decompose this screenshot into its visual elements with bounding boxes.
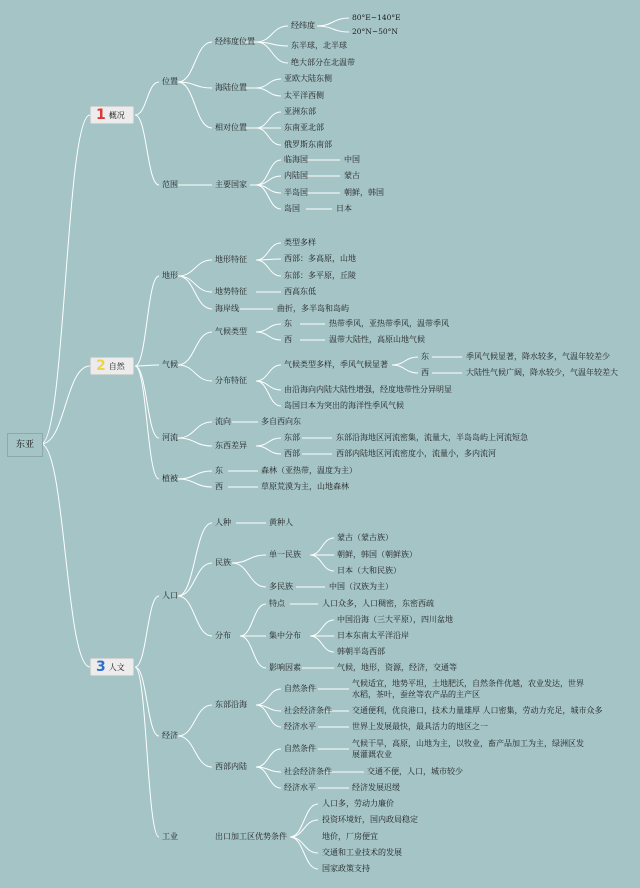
node-west-high-east-low: 西高东低	[284, 287, 316, 296]
node-stable: 投资环境好，国内政局稳定	[322, 815, 418, 824]
connector-curve	[310, 555, 334, 571]
connector-curve	[178, 260, 212, 276]
node-east-natural: 气候适宜，地势平坦，土地肥沃，自然条件优越，农业发达，世界水稻，茶叶，蚕丝等农产品的主产区	[352, 679, 584, 699]
section-label-nature: 自然	[108, 361, 125, 371]
connector-curve	[232, 555, 266, 563]
connector-curve	[178, 42, 212, 82]
node-inland-country: 内陆国	[284, 171, 308, 180]
node-single-ethnic: 单一民族	[269, 550, 301, 559]
section-nature	[90, 357, 134, 375]
node-north-temperate: 绝大部分在北温带	[291, 58, 355, 67]
node-rivers: 河流	[162, 433, 178, 442]
section-humanity	[90, 658, 134, 676]
node-concentrated: 集中分布	[269, 631, 301, 640]
node-monsoon-east: 东	[421, 352, 429, 361]
connector-curve	[178, 736, 212, 767]
connector-curve	[135, 366, 159, 438]
node-west-rivers: 西部内陆地区河流密度小，流量小，多内流河	[336, 449, 496, 458]
node-flow-direction: 流向	[215, 417, 231, 426]
node-race: 人种	[215, 518, 231, 527]
node-main-countries: 主要国家	[215, 180, 247, 189]
node-forest: 森林（亚热带，温度为主）	[261, 466, 357, 475]
connector-curve	[256, 160, 281, 185]
section-number-1: 1	[96, 107, 106, 123]
node-china-coast: 中国沿海（三大平原），四川盆地	[337, 615, 453, 624]
node-lat-lon: 经纬度	[291, 21, 315, 30]
node-economy: 经济	[162, 731, 178, 740]
node-lat-range: 20°N~50°N	[352, 27, 398, 36]
connector-curve	[256, 365, 281, 381]
root-node-east-asia: 东亚	[7, 433, 43, 457]
node-east-social: 交通便利，优良港口，技术力量雄厚 人口密集，劳动力充足，城市众多	[352, 706, 603, 715]
node-east-climate: 热带季风，亚热带季风，温带季风	[329, 319, 449, 328]
connector-curve	[290, 820, 318, 837]
node-relative-position: 相对位置	[215, 123, 247, 132]
node-west-to-east: 多自西向东	[261, 417, 301, 426]
node-east-terrain: 东部：多平原，丘陵	[284, 271, 356, 280]
node-coast-inland: 由沿海向内陆大陆性增强，经度地带性分异明显	[284, 385, 452, 394]
node-mongol: 蒙古（蒙古族）	[337, 533, 393, 542]
connector-curve	[256, 438, 281, 446]
node-position: 位置	[162, 77, 178, 86]
node-yamato: 日本（大和民族）	[337, 566, 401, 575]
node-mongolia: 蒙古	[344, 171, 360, 180]
connector-curve	[178, 479, 212, 487]
node-industry: 工业	[162, 832, 178, 841]
connector-curve	[317, 26, 349, 32]
connector-curve	[256, 381, 281, 406]
node-east-economic-level: 经济水平	[284, 722, 316, 731]
node-hemisphere: 东半球，北半球	[291, 41, 347, 50]
node-climate: 气候	[162, 360, 178, 369]
node-rivers-west: 西部	[284, 449, 300, 458]
node-pop-distribution: 分布	[215, 631, 231, 640]
node-climate-diverse: 气候类型多样，季风气候显著	[284, 360, 388, 369]
node-scope: 范围	[162, 180, 178, 189]
connector-curve	[178, 276, 212, 309]
connector-curve	[256, 42, 288, 63]
node-policy: 国家政策支持	[322, 864, 370, 873]
node-coastal-country: 临海国	[284, 155, 308, 164]
connector-curve	[178, 523, 212, 596]
node-transport-tech: 交通和工业技术的发展	[322, 848, 402, 857]
node-climate-distribution: 分布特征	[215, 376, 247, 385]
node-dense-pop: 人口众多，人口稠密，东密西疏	[322, 599, 434, 608]
connector-curve	[310, 620, 334, 636]
node-east-monsoon: 季风气候显著，降水较多，气温年较差少	[466, 352, 610, 361]
node-west-terrain: 西部：多高原，山地	[284, 254, 356, 263]
node-cheap-land: 地价，厂房便宜	[322, 832, 378, 841]
node-korean: 朝鲜，韩国（朝鲜族）	[337, 550, 417, 559]
node-land-sea-position: 海陆位置	[215, 83, 247, 92]
node-japan-pacific: 日本东南太平洋沿岸	[337, 631, 409, 640]
node-asia-east-part: 亚洲东部	[284, 107, 316, 116]
connector-curve	[178, 438, 212, 446]
node-se-asia-north: 东南亚北部	[284, 123, 324, 132]
connector-curve	[178, 365, 212, 381]
connector-curve	[310, 538, 334, 555]
section-label-overview: 概况	[108, 110, 125, 120]
node-east-rivers: 东部沿海地区河流密集，流量大，半岛岛屿上河流短急	[336, 433, 528, 442]
node-ethnicity: 民族	[215, 558, 231, 567]
node-japan: 日本	[336, 204, 352, 213]
node-terrain: 地形	[162, 271, 178, 280]
node-lat-lon-position: 经纬度位置	[215, 37, 255, 46]
connector-curve	[41, 444, 90, 667]
connector-curve	[317, 18, 349, 26]
node-lon-range: 80°E~140°E	[352, 13, 401, 22]
connector-curve	[178, 422, 212, 438]
node-coastline-desc: 曲折，多半岛和岛屿	[277, 304, 349, 313]
connector-curve	[256, 324, 281, 332]
node-labor: 人口多，劳动力廉价	[322, 799, 394, 808]
node-vegetation: 植被	[162, 474, 178, 483]
node-russia-southeast: 俄罗斯东南部	[284, 140, 332, 149]
connector-curve	[178, 332, 212, 365]
node-china: 中国	[344, 155, 360, 164]
connector-curve	[256, 749, 281, 767]
connector-curve	[178, 82, 212, 88]
node-export-zone: 出口加工区优势条件	[215, 832, 287, 841]
node-island-country: 岛国	[284, 204, 300, 213]
section-number-2: 2	[96, 358, 106, 374]
connector-curve	[41, 115, 90, 444]
node-terrain-types: 类型多样	[284, 238, 316, 247]
node-veg-west: 西	[215, 482, 223, 491]
connector-curve	[135, 366, 159, 479]
connector-curve	[256, 260, 281, 276]
connector-curve	[256, 689, 281, 705]
node-east-natural-conditions: 自然条件	[284, 684, 316, 693]
connector-curve	[178, 471, 212, 479]
node-west-continental: 大陆性气候广阔，降水较少，气温年较差大	[466, 368, 618, 377]
node-east-coast: 东部沿海	[215, 700, 247, 709]
node-korea-west: 韩朝半岛西部	[337, 647, 385, 656]
node-factor-list: 气候，地形，资源，经济，交通等	[337, 663, 457, 672]
connector-curve	[232, 563, 266, 587]
connector-curve	[135, 115, 159, 185]
connector-curve	[178, 563, 212, 596]
node-west-social: 交通不便，人口，城市较少	[367, 767, 463, 776]
node-monsoon-west: 西	[421, 368, 429, 377]
connector-curve	[135, 596, 159, 667]
node-west-level: 经济发展迟缓	[352, 783, 400, 792]
connector-curve	[256, 446, 281, 454]
node-korea: 朝鲜，韩国	[344, 188, 384, 197]
node-asia-east: 亚欧大陆东侧	[284, 74, 332, 83]
node-west-inland: 西部内陆	[215, 762, 247, 771]
connector-curve	[256, 112, 281, 128]
connector-curve	[256, 26, 288, 42]
node-east-social-conditions: 社会经济条件	[284, 706, 332, 715]
node-west-natural-conditions: 自然条件	[284, 744, 316, 753]
connector-curve	[135, 667, 159, 837]
node-factors: 影响因素	[269, 663, 301, 672]
connector-curve	[290, 837, 318, 853]
connector-curve	[256, 332, 281, 340]
node-terrain-features: 地形特征	[215, 255, 247, 264]
node-climate-west: 西	[284, 335, 292, 344]
section-label-humanity: 人文	[108, 662, 125, 672]
connector-curve	[392, 365, 418, 373]
node-pacific-west: 太平洋西侧	[284, 91, 324, 100]
connector-curve	[135, 276, 159, 366]
node-slope-features: 地势特征	[215, 287, 247, 296]
connector-curve	[240, 636, 266, 668]
connector-curve	[240, 604, 266, 636]
connector-curve	[135, 365, 159, 366]
connector-curve	[392, 357, 418, 365]
connector-curve	[178, 705, 212, 736]
node-west-economic-level: 经济水平	[284, 783, 316, 792]
connector-curve	[290, 837, 318, 869]
connector-curve	[135, 667, 159, 736]
node-west-natural: 气候干旱，高原，山地为主，以牧业，畜产品加工为主，绿洲区发展灌溉农业	[352, 739, 584, 759]
node-west-climate: 温带大陆性，高原山地气候	[329, 335, 425, 344]
connector-curve	[256, 243, 281, 260]
section-overview	[90, 106, 134, 124]
node-peninsula-country: 半岛国	[284, 188, 308, 197]
node-multi-ethnic: 多民族	[269, 582, 293, 591]
node-climate-types: 气候类型	[215, 327, 247, 336]
connector-curve	[256, 88, 281, 96]
node-climate-east: 东	[284, 319, 292, 328]
connector-curve	[178, 596, 212, 636]
connector-curve	[256, 79, 281, 88]
connector-curve	[135, 82, 159, 115]
connector-curve	[256, 128, 281, 145]
node-population: 人口	[162, 591, 178, 600]
node-west-social-conditions: 社会经济条件	[284, 767, 332, 776]
node-veg-east: 东	[215, 466, 223, 475]
connector-curve	[178, 276, 212, 292]
section-number-3: 3	[96, 659, 106, 675]
connector-curve	[178, 82, 212, 128]
node-east-west-diff: 东西差异	[215, 441, 247, 450]
node-features: 特点	[269, 599, 285, 608]
node-coastline: 海岸线	[215, 304, 239, 313]
connector-curve	[310, 636, 334, 652]
node-east-level: 世界上发展最快，最具活力的地区之一	[352, 722, 488, 731]
node-han: 中国（汉族为主）	[329, 582, 393, 591]
node-yellow-race: 黄种人	[269, 518, 293, 527]
node-grassland: 草原荒漠为主，山地森林	[261, 482, 349, 491]
node-japan-maritime: 岛国日本为突出的海洋性季风气候	[284, 401, 404, 410]
node-rivers-east: 东部	[284, 433, 300, 442]
connector-curve	[256, 767, 281, 788]
